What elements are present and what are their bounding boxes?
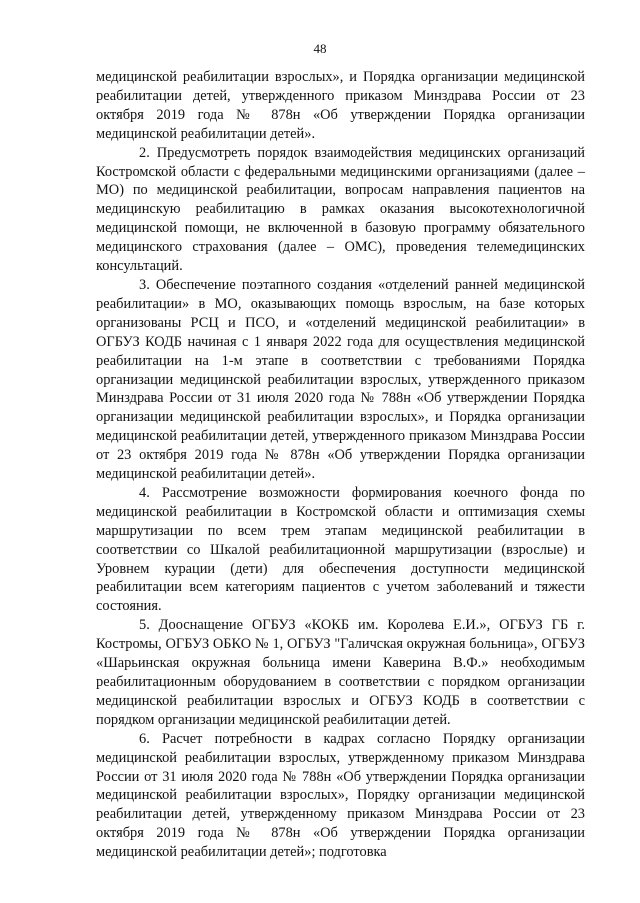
page-number: 48 (313, 41, 327, 56)
document-body (96, 68, 585, 862)
paragraph-item-3: 3. Обеспечение поэтапного создания «отделений ранней медицинской реабилитации» в МО, оказывающих помощь взрослым, на базе которых организованы РСЦ и ПСО, и «отделений медицинской реабилитации» в ОГБУЗ КОДБ начиная с 1 января 2022 года для осуществления медицинской реабилитации на 1-м этапе в соответствии с требованиями Порядка организации медицинской реабилитации взрослых, утвержденного приказом Минздрава России от 31 июля 2020 года № 788н «Об утверждении Порядка организации медицинской реабилитации взрослых», и Порядка организации медицинской реабилитации детей, утвержденного приказом Минздрава России от 23 октября 2019 года № 878н «Об утверждении Порядка организации медицинской реабилитации детей». (96, 276, 585, 483)
paragraph-item-2: 2. Предусмотреть порядок взаимодействия медицинских организаций Костромской области с федеральными медицинскими организациями (далее – МО) по медицинской реабилитации, вопросам направления пациентов на медицинскую реабилитацию в рамках оказания высокотехнологичной медицинской помощи, не включенной в базовую программу обязательного медицинского страхования (далее – ОМС), проведения телемедицинских консультаций. (96, 144, 585, 275)
paragraph-item-5: 5. Дооснащение ОГБУЗ «КОКБ им. Королева Е.И.», ОГБУЗ ГБ г. Костромы, ОГБУЗ ОБКО № 1, ОГБУЗ "Галичская окружная больница», ОГБУЗ «Шарьинская окружная больница имени Каверина В.Ф.» необходимым реабилитационным оборудованием в соответствии с порядком организации медицинской реабилитации взрослых и ОГБУЗ КОДБ в соответствии с порядком организации медицинской реабилитации детей. (96, 617, 585, 728)
paragraph-item-4: 4. Рассмотрение возможности формирования коечного фонда по медицинской реабилитации в Костромской области и оптимизация схемы маршрутизации по всем трем этапам медицинской реабилитации в соответствии со Шкалой реабилитационной маршрутизации (взрослые) и Уровнем курации (дети) для обеспечения доступности медицинской реабилитации всем категориям пациентов с учетом заболеваний и тяжести состояния. (96, 484, 585, 615)
paragraph-continuation: медицинской реабилитации взрослых», и Порядка организации медицинской реабилитации детей, утвержденного приказом Минздрава России от 23 октября 2019 года № 878н «Об утверждении Порядка организации медицинской реабилитации детей». (96, 69, 585, 142)
paragraph-item-6: 6. Расчет потребности в кадрах согласно Порядку организации медицинской реабилитации взрослых, утвержденному приказом Минздрава России от 31 июля 2020 года № 788н «Об утверждении Порядка организации медицинской реабилитации взрослых», Порядку организации медицинской реабилитации детей, утвержденному приказом Минздрава России от 23 октября 2019 года № 878н «Об утверждении Порядка организации медицинской реабилитации детей»; подготовка (96, 730, 585, 861)
